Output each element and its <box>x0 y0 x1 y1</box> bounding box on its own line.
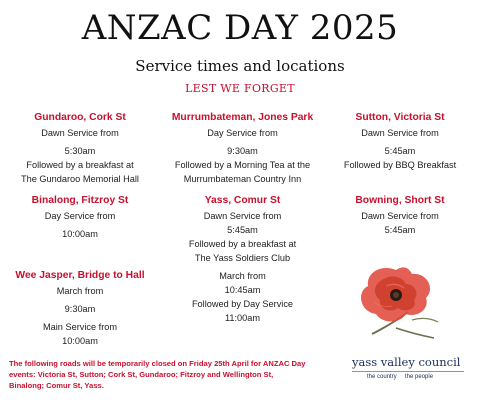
service-line: Murrumbateman Country Inn <box>183 174 302 184</box>
service-line: March from <box>56 286 104 296</box>
service-time: 11:00am <box>224 313 261 323</box>
location-bowning <box>325 193 475 237</box>
location-name: Sutton, Victoria St <box>355 112 445 123</box>
service-line: Dawn Service from <box>361 128 439 138</box>
location-name: Yass, Comur St <box>204 195 281 206</box>
service-time: 10:45am <box>224 285 261 295</box>
service-line: The Gundaroo Memorial Hall <box>21 174 139 184</box>
service-line: March from <box>219 271 266 281</box>
service-time: 9:30am <box>64 304 96 314</box>
service-time: 9:30am <box>227 146 258 156</box>
location-name: Murrumbateman, Jones Park <box>171 112 314 123</box>
location-sutton <box>325 110 475 172</box>
location-yass <box>160 193 325 325</box>
location-name: Binalong, Fitzroy St <box>31 195 129 206</box>
service-line: Followed by Day Service <box>191 299 294 309</box>
service-time: 5:30am <box>64 146 96 156</box>
council-logo-text: yass valley council <box>352 355 461 369</box>
council-logo <box>352 356 472 380</box>
page-subtitle: Service times and locations <box>135 57 345 75</box>
service-time: 5:45am <box>227 225 258 235</box>
poppy-flower-icon <box>352 258 447 343</box>
slogan-right: the people <box>405 374 434 380</box>
location-name: Wee Jasper, Bridge to Hall <box>15 270 145 281</box>
service-line: Day Service from <box>207 128 278 138</box>
service-time: 10:00am <box>62 229 98 239</box>
logo-divider <box>352 371 464 372</box>
service-line: The Yass Soldiers Club <box>194 253 291 263</box>
service-line: Dawn Service from <box>361 211 439 221</box>
service-line: Main Service from <box>42 322 118 332</box>
service-line: Followed by a breakfast at <box>188 239 297 249</box>
service-line: Followed by BBQ Breakfast <box>343 160 457 170</box>
service-time: 10:00am <box>62 336 98 346</box>
road-closure-notice: The following roads will be temporarily closed on Friday 25th April for ANZAC Day events: Victoria St, Sutton; Cork St, Gundaroo; Fitzroy and Wellington St, Binalong; Comur St, Yass. <box>9 359 306 390</box>
service-line: Day Service from <box>44 211 116 221</box>
location-murrumbateman <box>160 110 325 186</box>
location-name: Gundaroo, Cork St <box>34 112 126 123</box>
service-line: Followed by a Morning Tea at the <box>174 160 311 170</box>
location-name: Bowning, Short St <box>355 195 445 206</box>
page-title: ANZAC DAY 2025 <box>81 8 399 48</box>
service-time: 5:45am <box>384 225 416 235</box>
service-line: Dawn Service from <box>203 211 282 221</box>
tagline: LEST WE FORGET <box>185 82 295 95</box>
council-slogan <box>352 374 472 380</box>
location-wee-jasper <box>0 268 160 348</box>
service-line: Dawn Service from <box>41 128 119 138</box>
slogan-left: the country <box>367 374 397 380</box>
service-line: Followed by a breakfast at <box>26 160 134 170</box>
location-gundaroo <box>0 110 160 186</box>
service-time: 5:45am <box>384 146 416 156</box>
location-binalong <box>0 193 160 241</box>
